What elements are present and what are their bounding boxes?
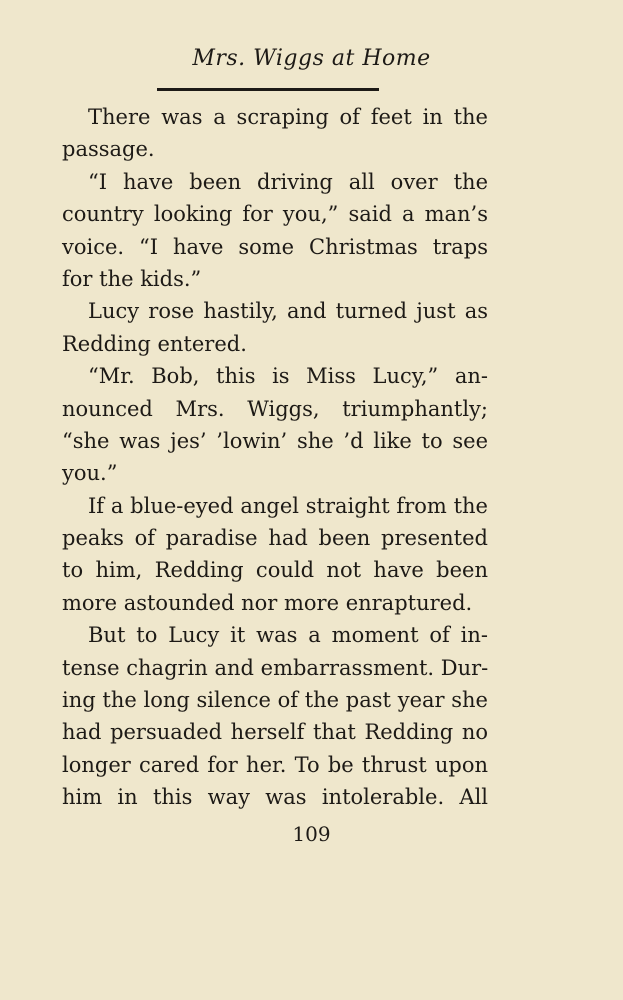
text-line: “I have been driving all over the <box>88 169 488 194</box>
body-text <box>62 101 488 814</box>
text-line: him in this way was intolerable. All <box>62 785 488 810</box>
text-line: had persuaded herself that Redding no <box>62 720 488 745</box>
text-line: tense chagrin and embarrassment. Dur- <box>62 655 489 680</box>
page-number: 109 <box>292 822 331 846</box>
text-line: nounced Mrs. Wiggs, triumphantly; <box>62 396 488 421</box>
text-line: you.” <box>62 461 118 486</box>
text-line: If a blue-eyed angel straight from the <box>88 493 488 518</box>
text-line: country looking for you,” said a man’s <box>62 202 488 227</box>
text-line: more astounded nor more enraptured. <box>62 590 473 615</box>
text-line: to him, Redding could not have been <box>62 558 488 583</box>
text-line: for the kids.” <box>62 266 202 291</box>
running-head: Mrs. Wiggs at Home <box>192 46 431 71</box>
text-line: “Mr. Bob, this is Miss Lucy,” an- <box>88 364 488 389</box>
text-line: “she was jes’ ’lowin’ she ’d like to see <box>62 428 488 453</box>
text-line: ing the long silence of the past year she <box>62 688 488 713</box>
text-line: Lucy rose hastily, and turned just as <box>88 299 488 324</box>
text-line: voice. “I have some Christmas traps <box>62 234 488 259</box>
text-line: longer cared for her. To be thrust upon <box>62 752 488 777</box>
header-rule <box>157 88 379 91</box>
text-line: Redding entered. <box>62 331 247 356</box>
text-line: But to Lucy it was a moment of in- <box>88 623 488 648</box>
text-line: There was a scraping of feet in the <box>88 105 488 129</box>
text-line: peaks of paradise had been presented <box>62 526 488 551</box>
text-line: passage. <box>62 137 155 162</box>
